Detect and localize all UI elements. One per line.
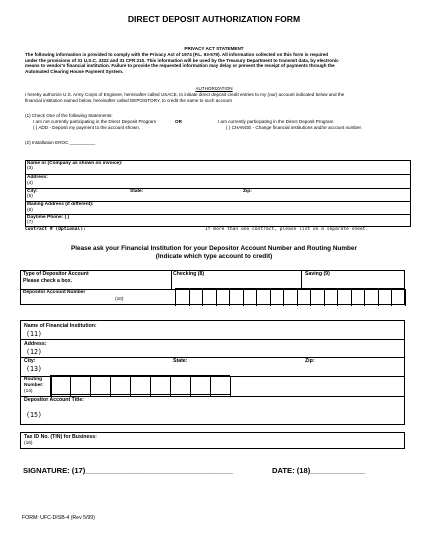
form-title: DIRECT DEPOSIT AUTHORIZATION FORM <box>127 14 301 24</box>
digit-box-divider <box>324 289 325 306</box>
instruction-line-2: (Indicate which type account to credit) <box>155 253 273 260</box>
digit-box-divider <box>364 289 365 306</box>
institution-name-field[interactable]: (11) <box>26 330 42 338</box>
account-type-label: Type of Depositor Account <box>23 271 89 277</box>
date-line[interactable]: DATE: (18)_____________ <box>272 466 366 475</box>
privacy-line-1: The following information is provided to comply with the Privacy Act of 1974 (P.L. 93-579). All information collected on this form is required <box>25 52 329 57</box>
digit-box-divider <box>270 289 271 306</box>
institution-name-label: Name of Financial Institution: <box>24 323 97 329</box>
institution-address-field[interactable]: (12) <box>26 348 42 356</box>
privacy-line-4: Automated Clearing House Payment System. <box>25 68 124 74</box>
vendor-info-box <box>25 160 411 227</box>
digit-box-divider <box>150 376 151 396</box>
digit-box-divider <box>50 376 51 396</box>
add-option[interactable]: ( ) ADD - Deposit my payment to the account shown. <box>33 125 140 130</box>
digit-box-divider <box>175 289 176 306</box>
statement-participating: I am currently participating in the Direct Deposit Program <box>218 119 334 124</box>
digit-box-divider <box>70 376 71 396</box>
privacy-line-3: means to vendor's financial institution. Failure to provide the requested information may delay or prevent the receipt of payments through the <box>25 63 335 69</box>
digit-box-divider <box>378 289 379 306</box>
privacy-heading: PRIVACY ACT STATEMENT <box>184 46 244 51</box>
institution-zip-label: Zip: <box>305 358 315 364</box>
savings-checkbox[interactable]: Saving (9) <box>305 271 330 277</box>
account-number-label: Depositor Account Number <box>23 290 86 295</box>
checking-checkbox[interactable]: Checking (8) <box>173 271 205 277</box>
vendor-city-field[interactable]: (5) <box>27 194 33 199</box>
account-title-label: Depositor Account Title: <box>24 397 84 403</box>
institution-address-label: Address: <box>24 341 47 347</box>
authorization-line-2: financial institution named below, hereinafter called DEPOSITORY, to credit the same to such account <box>25 97 232 103</box>
digit-box-divider <box>189 289 190 306</box>
digit-box-divider <box>283 289 284 306</box>
digit-box-divider <box>337 289 338 306</box>
vendor-mailing-field[interactable]: (6) <box>27 208 33 213</box>
vendor-state-label: State: <box>130 189 144 194</box>
digit-box-divider <box>229 289 230 306</box>
authorization-text <box>25 92 410 103</box>
institution-state-label: State: <box>173 358 188 364</box>
vendor-phone-field[interactable]: (7) <box>27 220 33 225</box>
account-number-field[interactable]: (10) <box>115 297 124 302</box>
privacy-text <box>25 52 410 74</box>
digit-box-divider <box>310 289 311 306</box>
digit-box-divider <box>391 289 392 306</box>
vendor-name-label: Name or (Company as shown on invoice): <box>27 161 123 166</box>
change-option[interactable]: ( ) CHANGE - Change financial institutions and/or account number. <box>226 125 363 130</box>
instruction-line-1: Please ask your Financial Institution for your Depositor Account Number and Routing Number <box>71 245 357 252</box>
contract-note: If more than one contract, please list on a separate sheet. <box>205 227 369 232</box>
digit-box-divider <box>297 289 298 306</box>
vendor-name-field[interactable]: (3) <box>27 166 33 171</box>
form-number: FORM: UFC-DISB-4 (Rev 5/99) <box>22 515 95 521</box>
digit-box-divider <box>405 289 406 306</box>
institution-city-label: City: <box>24 358 36 364</box>
vendor-address-label: Address: <box>27 175 48 180</box>
contract-label[interactable]: Contract # (Optional): <box>25 227 86 232</box>
vendor-address-field[interactable]: (4) <box>27 181 33 186</box>
vendor-zip-label: Zip: <box>243 189 252 194</box>
routing-label-2: Number: <box>24 383 44 388</box>
digit-box-divider <box>202 289 203 306</box>
authorization-line-1: I hereby authorize U.S. Army Corps of Engineer, hereinafter called USACE, to initiate direct deposit credit entries to my (our) account indicated below and the <box>25 92 345 97</box>
tax-id-label: Tax ID No. (TIN) for Business: <box>24 434 97 440</box>
vendor-mailing-label: Mailing Address (if different): <box>27 202 94 207</box>
statement-not-participating: I am not currently participating in the Direct Deposit Program <box>33 119 157 124</box>
digit-box-divider <box>230 376 231 396</box>
account-number-grid[interactable] <box>175 288 405 305</box>
account-type-instruction: Please check a box. <box>23 278 73 284</box>
privacy-line-2: under the provisions of 31 U.S.C. 3322 and 31 CFR 210. This information will be used by the Treasury Department to transmit data, by electronic <box>25 57 339 63</box>
digit-box-divider <box>351 289 352 306</box>
digit-box-divider <box>243 289 244 306</box>
routing-number-field[interactable]: (14) <box>24 389 33 394</box>
digit-box-divider <box>130 376 131 396</box>
digit-box-divider <box>110 376 111 396</box>
installation-eroc[interactable]: (2) Installation EROC __________ <box>25 140 96 145</box>
routing-label-1: Routing <box>24 377 43 382</box>
digit-box-divider <box>190 376 191 396</box>
statement-or: OR <box>175 119 182 124</box>
signature-line[interactable]: SIGNATURE: (17)___________________________________ <box>23 466 234 475</box>
account-title-field[interactable]: (15) <box>26 411 42 419</box>
tax-id-field[interactable]: (16) <box>24 441 33 446</box>
digit-box-divider <box>216 289 217 306</box>
digit-box-divider <box>210 376 211 396</box>
authorization-heading: AUTHORIZATION <box>195 86 233 91</box>
vendor-city-label: City: <box>27 189 38 194</box>
digit-box-divider <box>170 376 171 396</box>
institution-box <box>20 320 405 425</box>
statements-heading: (1) Check One of the following Statements: <box>25 113 113 118</box>
institution-city-field[interactable]: (13) <box>26 365 42 373</box>
vendor-phone-label: Daytime Phone: ( ) <box>27 215 70 220</box>
routing-number-grid[interactable] <box>50 375 230 395</box>
digit-box-divider <box>90 376 91 396</box>
digit-box-divider <box>256 289 257 306</box>
